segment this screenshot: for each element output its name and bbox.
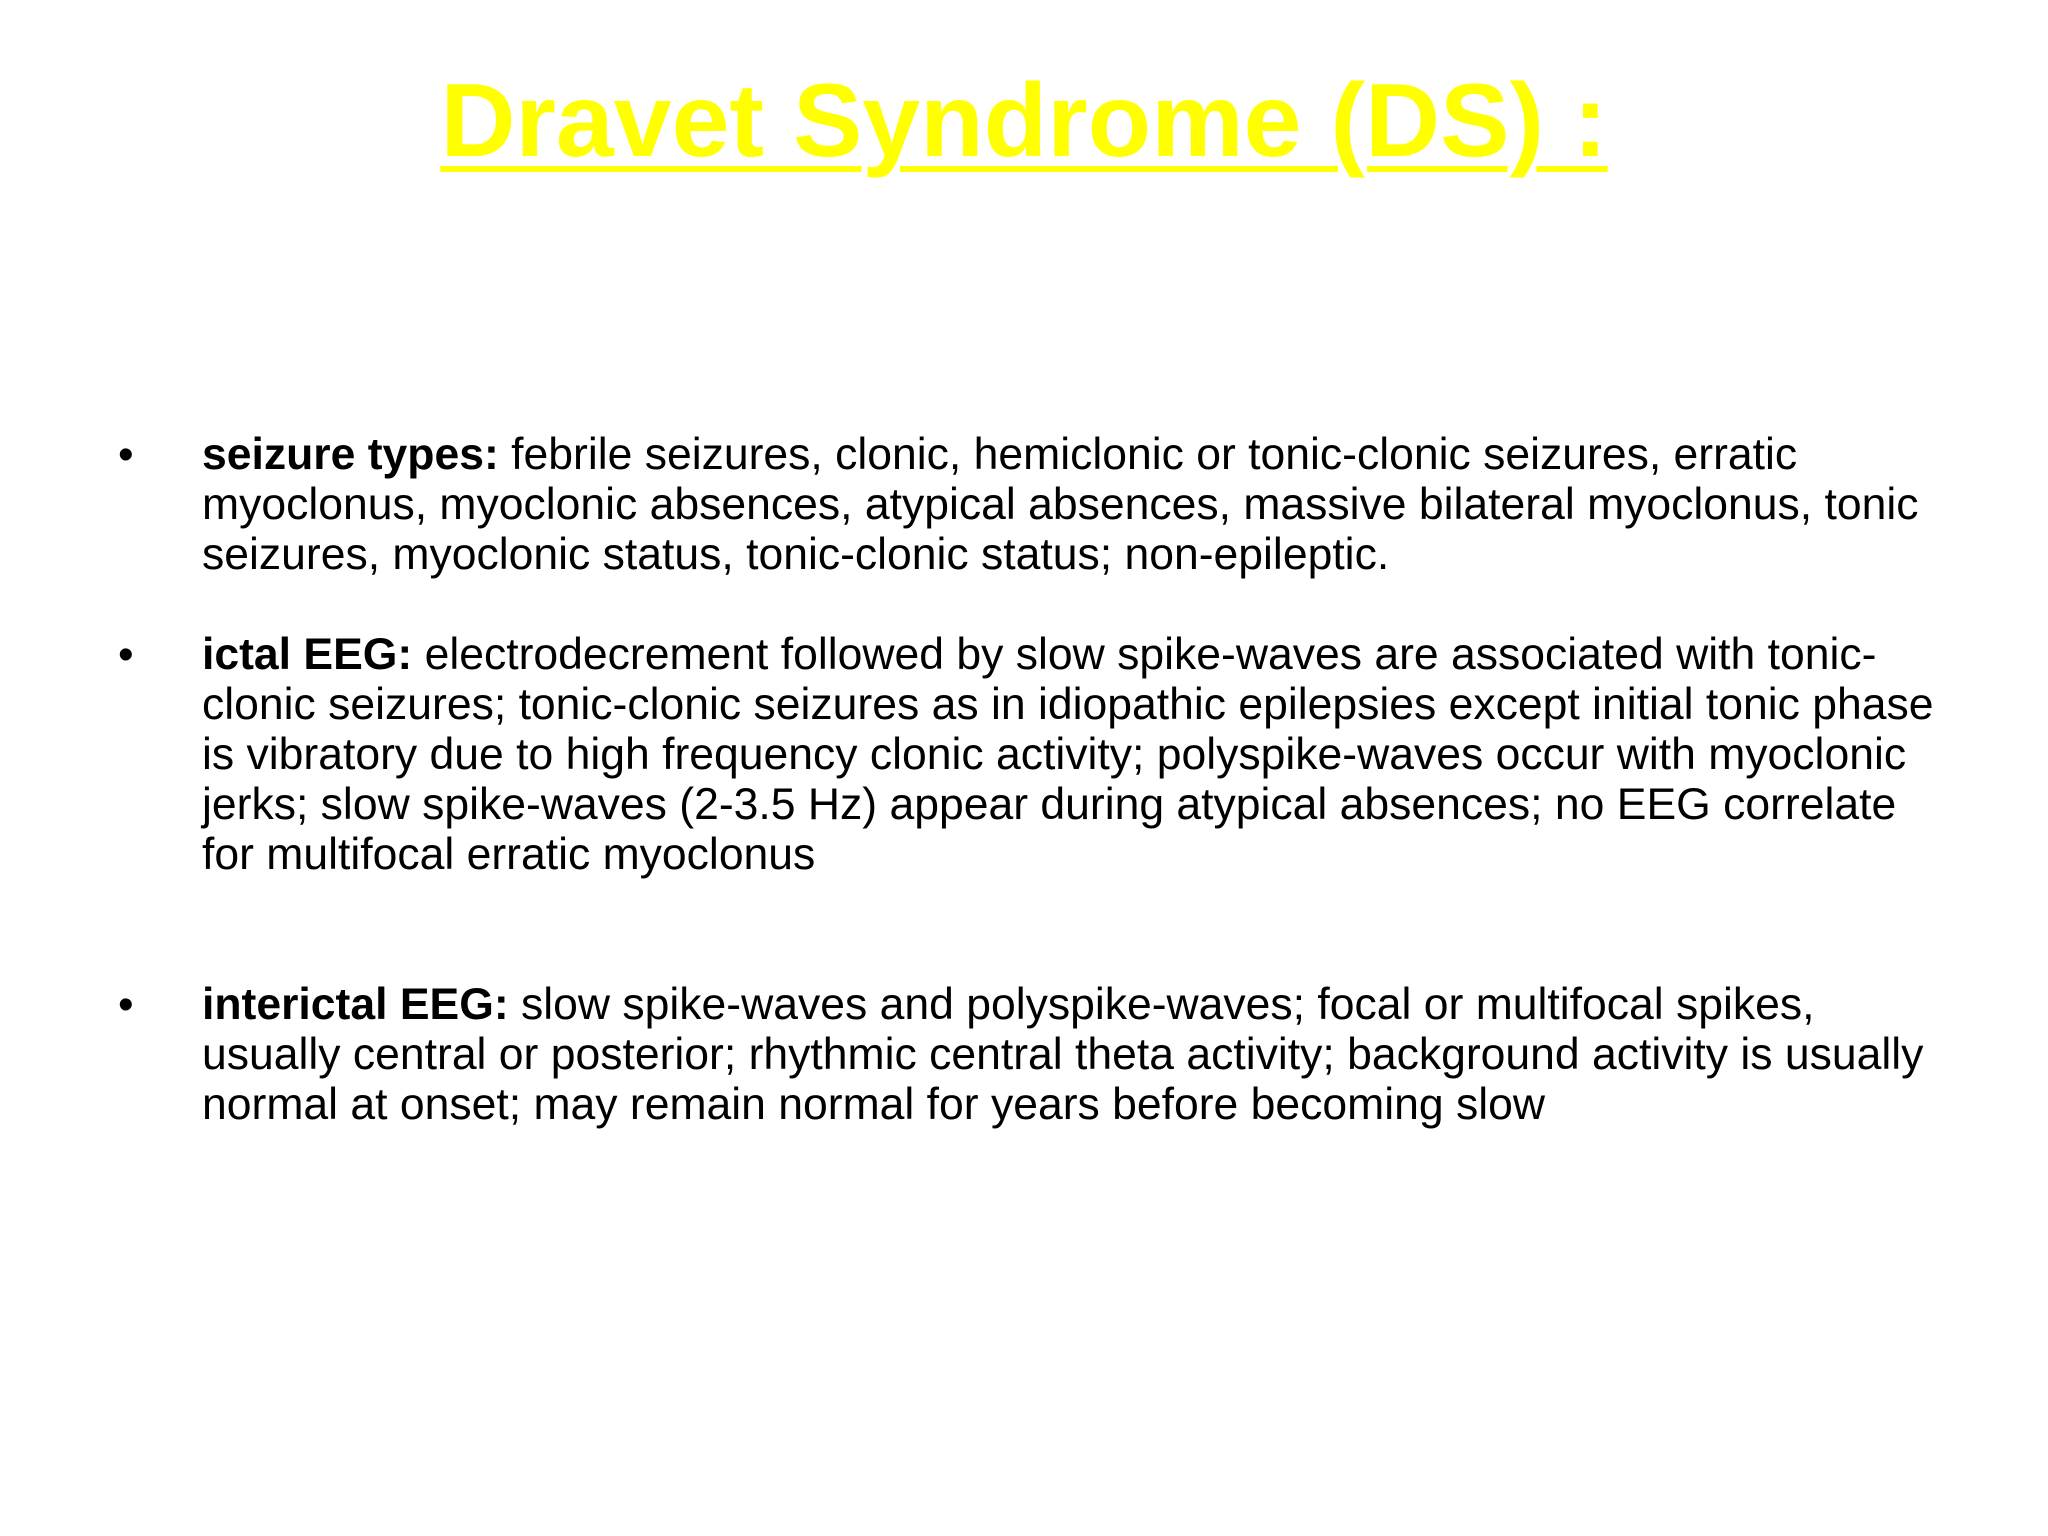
- bullet-text: slow spike-waves and polyspike-waves; focal or multifocal spikes, usually central or posterior; rhythmic central theta activity; background activity is usually normal at onset; may remain normal for years before becoming slow: [202, 980, 1924, 1129]
- bullet-item-interictal-eeg: [118, 980, 1948, 1130]
- bullet-dot-icon: •: [118, 980, 134, 1029]
- bullet-label: ictal EEG:: [202, 630, 413, 679]
- bullet-label: seizure types:: [202, 430, 499, 479]
- bullet-dot-icon: •: [118, 630, 134, 679]
- bullet-label: interictal EEG:: [202, 980, 509, 1029]
- bullet-item-ictal-eeg: [118, 630, 1948, 880]
- bullet-text: febrile seizures, clonic, hemiclonic or tonic-clonic seizures, erratic myoclonus, myoclonic absences, atypical absences, massive bilateral myoclonus, tonic seizures, myoclonic status, tonic-clonic status; non-epileptic.: [202, 430, 1919, 579]
- bullet-item-seizure-types: [118, 430, 1948, 580]
- slide-title: Dravet Syndrome (DS) :: [440, 63, 1608, 179]
- bullet-dot-icon: •: [118, 430, 134, 479]
- bullet-list: [118, 430, 1948, 1130]
- bullet-text: electrodecrement followed by slow spike-waves are associated with tonic-clonic seizures; tonic-clonic seizures as in idiopathic epilepsies except initial tonic phase is vibratory due to high frequency clonic activity; polyspike-waves occur with myoclonic jerks; slow spike-waves (2-3.5 Hz) appear during atypical absences; no EEG correlate for multifocal erratic myoclonus: [202, 630, 1934, 879]
